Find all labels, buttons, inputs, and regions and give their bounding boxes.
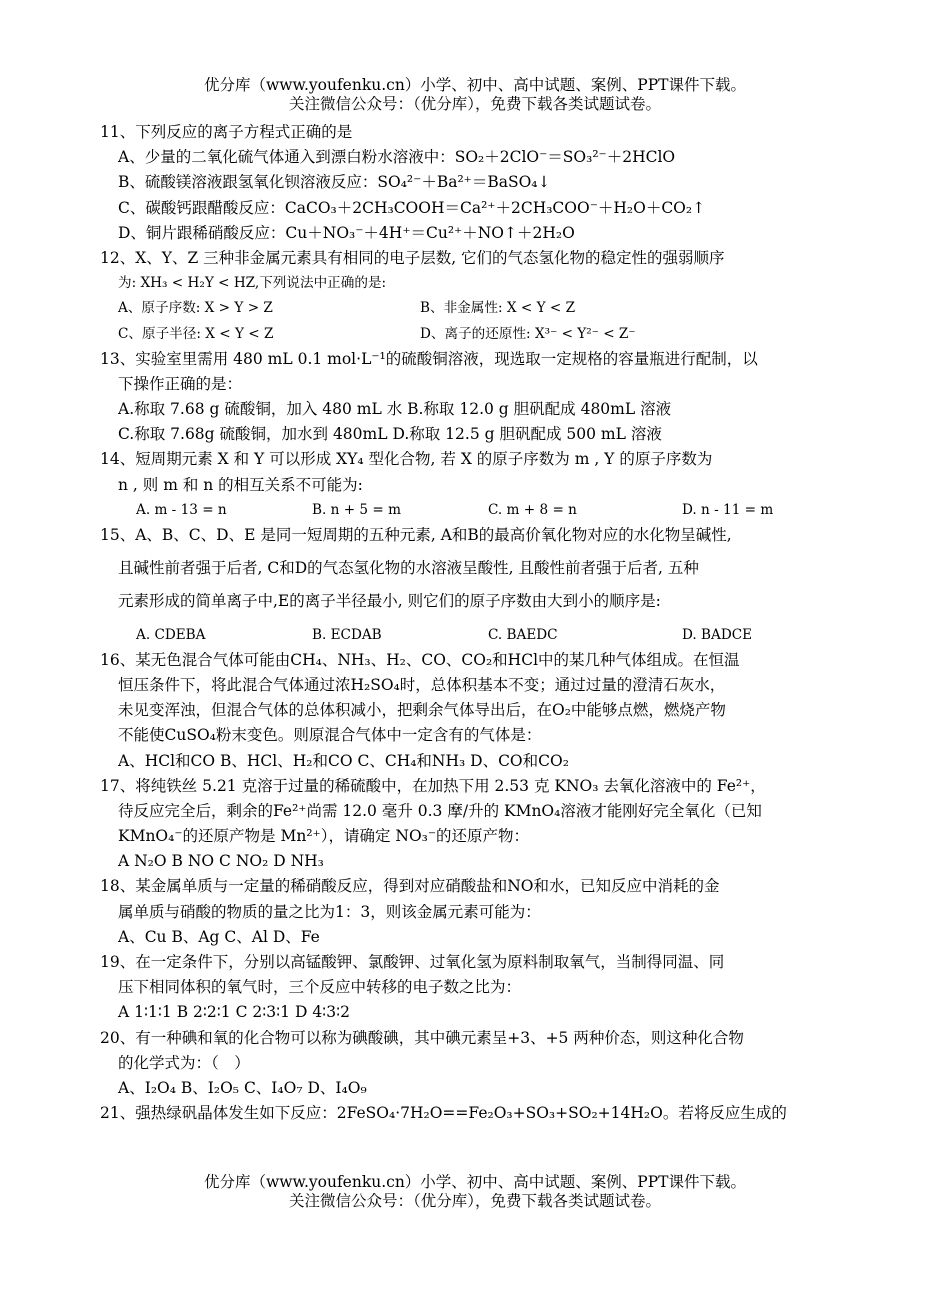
q15-stem-2: 且碱性前者强于后者, C和D的气态氢化物的水溶液呈酸性, 且酸性前者强于后者, 五种 bbox=[118, 559, 699, 578]
q12-option-a: A、原子序数: X > Y > Z bbox=[118, 300, 273, 317]
q14-options bbox=[100, 498, 860, 523]
q13-stem-2: 下操作正确的是： bbox=[118, 374, 243, 393]
q15-option-b: B. ECDAB bbox=[312, 626, 382, 643]
q12-stem-2: 为: XH₃ < H₂Y < HZ,下列说法中正确的是: bbox=[118, 275, 387, 292]
q17-options: A N₂O B NO C NO₂ D NH₃ bbox=[118, 852, 324, 871]
q14-stem-1: 14、短周期元素 X 和 Y 可以形成 XY₄ 型化合物, 若 X 的原子序数为 m , Y 的原子序数为 bbox=[100, 450, 713, 469]
page-footer bbox=[0, 1173, 950, 1211]
q15-options bbox=[100, 623, 860, 648]
header-line-1: 优分库（www.youfenku.cn）小学、初中、高中试题、案例、PPT课件下载。 bbox=[203, 76, 747, 94]
q18-stem-2: 属单质与硝酸的物质的量之比为1：3，则该金属元素可能为： bbox=[118, 902, 541, 921]
q19-stem-1: 19、在一定条件下，分别以高锰酸钾、氯酸钾、过氧化氢为原料制取氧气，当制得同温、同 bbox=[100, 953, 725, 971]
q16-stem-2: 恒压条件下，将此混合气体通过浓H₂SO₄时，总体积基本不变；通过过量的澄清石灰水， bbox=[118, 675, 726, 694]
q19-stem-2: 压下相同体积的氧气时，三个反应中转移的电子数之比为： bbox=[118, 978, 522, 997]
q15-option-c: C. BAEDC bbox=[488, 626, 558, 643]
question-list bbox=[100, 120, 860, 1126]
q18-options: A、Cu B、Ag C、Al D、Fe bbox=[118, 927, 320, 946]
q16-stem-4: 不能使CuSO₄粉末变色。则原混合气体中一定含有的气体是： bbox=[118, 726, 542, 745]
q16-options: A、HCl和CO B、HCl、H₂和CO C、CH₄和NH₃ D、CO和CO₂ bbox=[118, 751, 569, 770]
footer-line-2: 关注微信公众号：（优分库），免费下载各类试题试卷。 bbox=[288, 1192, 661, 1210]
q12-option-d: D、离子的还原性: X³⁻ < Y²⁻ < Z⁻ bbox=[420, 325, 636, 342]
q13-options-ab: A.称取 7.68 g 硫酸铜，加入 480 mL 水 B.称取 12.0 g 胆矾配成 480mL 溶液 bbox=[118, 400, 672, 419]
q14-option-d: D. n - 11 = m bbox=[682, 501, 774, 518]
q12-option-b: B、非金属性: X < Y < Z bbox=[420, 300, 576, 317]
q17-stem-3: KMnO₄⁻的还原产物是 Mn²⁺），请确定 NO₃⁻的还原产物： bbox=[118, 827, 530, 846]
q12-option-c: C、原子半径: X < Y < Z bbox=[118, 325, 274, 342]
q16-stem-3: 未见变浑浊，但混合气体的总体积减小，把剩余气体导出后，在O₂中能够点燃，燃烧产物 bbox=[118, 701, 726, 720]
q12-stem-1: 12、X、Y、Z 三种非金属元素具有相同的电子层数, 它们的气态氢化物的稳定性的强弱顺序 bbox=[100, 248, 725, 267]
q15-stem-3: 元素形成的简单离子中,E的离子半径最小, 则它们的原子序数由大到小的顺序是: bbox=[118, 592, 661, 611]
q20-options: A、I₂O₄ B、I₂O₅ C、I₄O₇ D、I₄O₉ bbox=[118, 1078, 367, 1097]
q13-stem-1: 13、实验室里需用 480 mL 0.1 mol·L⁻¹的硫酸铜溶液，现选取一定规格的容量瓶进行配制，以 bbox=[100, 349, 758, 368]
q14-option-a: A. m - 13 = n bbox=[136, 501, 227, 518]
q17-stem-1: 17、将纯铁丝 5.21 克溶于过量的稀硫酸中，在加热下用 2.53 克 KNO₃ 去氧化溶液中的 Fe²⁺， bbox=[100, 776, 766, 795]
page-header bbox=[0, 76, 950, 114]
q17-stem-2: 待反应完全后，剩余的Fe²⁺尚需 12.0 毫升 0.3 摩/升的 KMnO₄溶液才能刚好完全氧化（已知 bbox=[118, 801, 762, 820]
q15-option-a: A. CDEBA bbox=[136, 626, 206, 643]
q15-stem-1: 15、A、B、C、D、E 是同一短周期的五种元素, A和B的最高价氧化物对应的水化物呈碱性, bbox=[100, 526, 732, 544]
q18-stem-1: 18、某金属单质与一定量的稀硝酸反应，得到对应硝酸盐和NO和水，已知反应中消耗的金 bbox=[100, 877, 720, 896]
q14-option-c: C. m + 8 = n bbox=[488, 501, 577, 518]
q16-stem-1: 16、某无色混合气体可能由CH₄、NH₃、H₂、CO、CO₂和HCl中的某几种气体组成。在恒温 bbox=[100, 650, 740, 669]
q11-option-b: B、硫酸镁溶液跟氢氧化钡溶液反应：SO₄²⁻＋Ba²⁺＝BaSO₄↓ bbox=[118, 173, 551, 192]
q20-stem-1: 20、有一种碘和氧的化合物可以称为碘酸碘，其中碘元素呈+3、+5 两种价态，则这种化合物 bbox=[100, 1028, 744, 1047]
q14-option-b: B. n + 5 = m bbox=[312, 501, 401, 518]
q21-stem-1: 21、强热绿矾晶体发生如下反应：2FeSO₄·7H₂O==Fe₂O₃+SO₃+SO₂+14H₂O。若将反应生成的 bbox=[100, 1104, 787, 1123]
q15-option-d: D. BADCE bbox=[682, 626, 753, 643]
q11-stem: 11、下列反应的离子方程式正确的是 bbox=[100, 123, 353, 141]
q13-options-cd: C.称取 7.68g 硫酸铜，加水到 480mL D.称取 12.5 g 胆矾配成 500 mL 溶液 bbox=[118, 425, 662, 444]
q11-option-a: A、少量的二氧化硫气体通入到漂白粉水溶液中：SO₂＋2ClO⁻＝SO₃²⁻＋2HClO bbox=[118, 148, 676, 167]
q11-option-c: C、碳酸钙跟醋酸反应：CaCO₃＋2CH₃COOH＝Ca²⁺＋2CH₃COO⁻＋H₂O＋CO₂↑ bbox=[118, 198, 706, 217]
q12-options-cd bbox=[100, 322, 860, 347]
q11-option-d: D、铜片跟稀硝酸反应：Cu＋NO₃⁻＋4H⁺＝Cu²⁺＋NO↑＋2H₂O bbox=[118, 223, 575, 242]
q19-options: A 1∶1∶1 B 2∶2∶1 C 2∶3∶1 D 4∶3∶2 bbox=[118, 1003, 350, 1022]
header-line-2: 关注微信公众号：（优分库），免费下载各类试题试卷。 bbox=[288, 95, 661, 113]
footer-line-1: 优分库（www.youfenku.cn）小学、初中、高中试题、案例、PPT课件下载。 bbox=[203, 1173, 747, 1191]
q14-stem-2: n , 则 m 和 n 的相互关系不可能为: bbox=[118, 475, 363, 494]
q12-options-ab bbox=[100, 296, 860, 321]
q20-stem-2: 的化学式为：（ ） bbox=[118, 1053, 250, 1072]
